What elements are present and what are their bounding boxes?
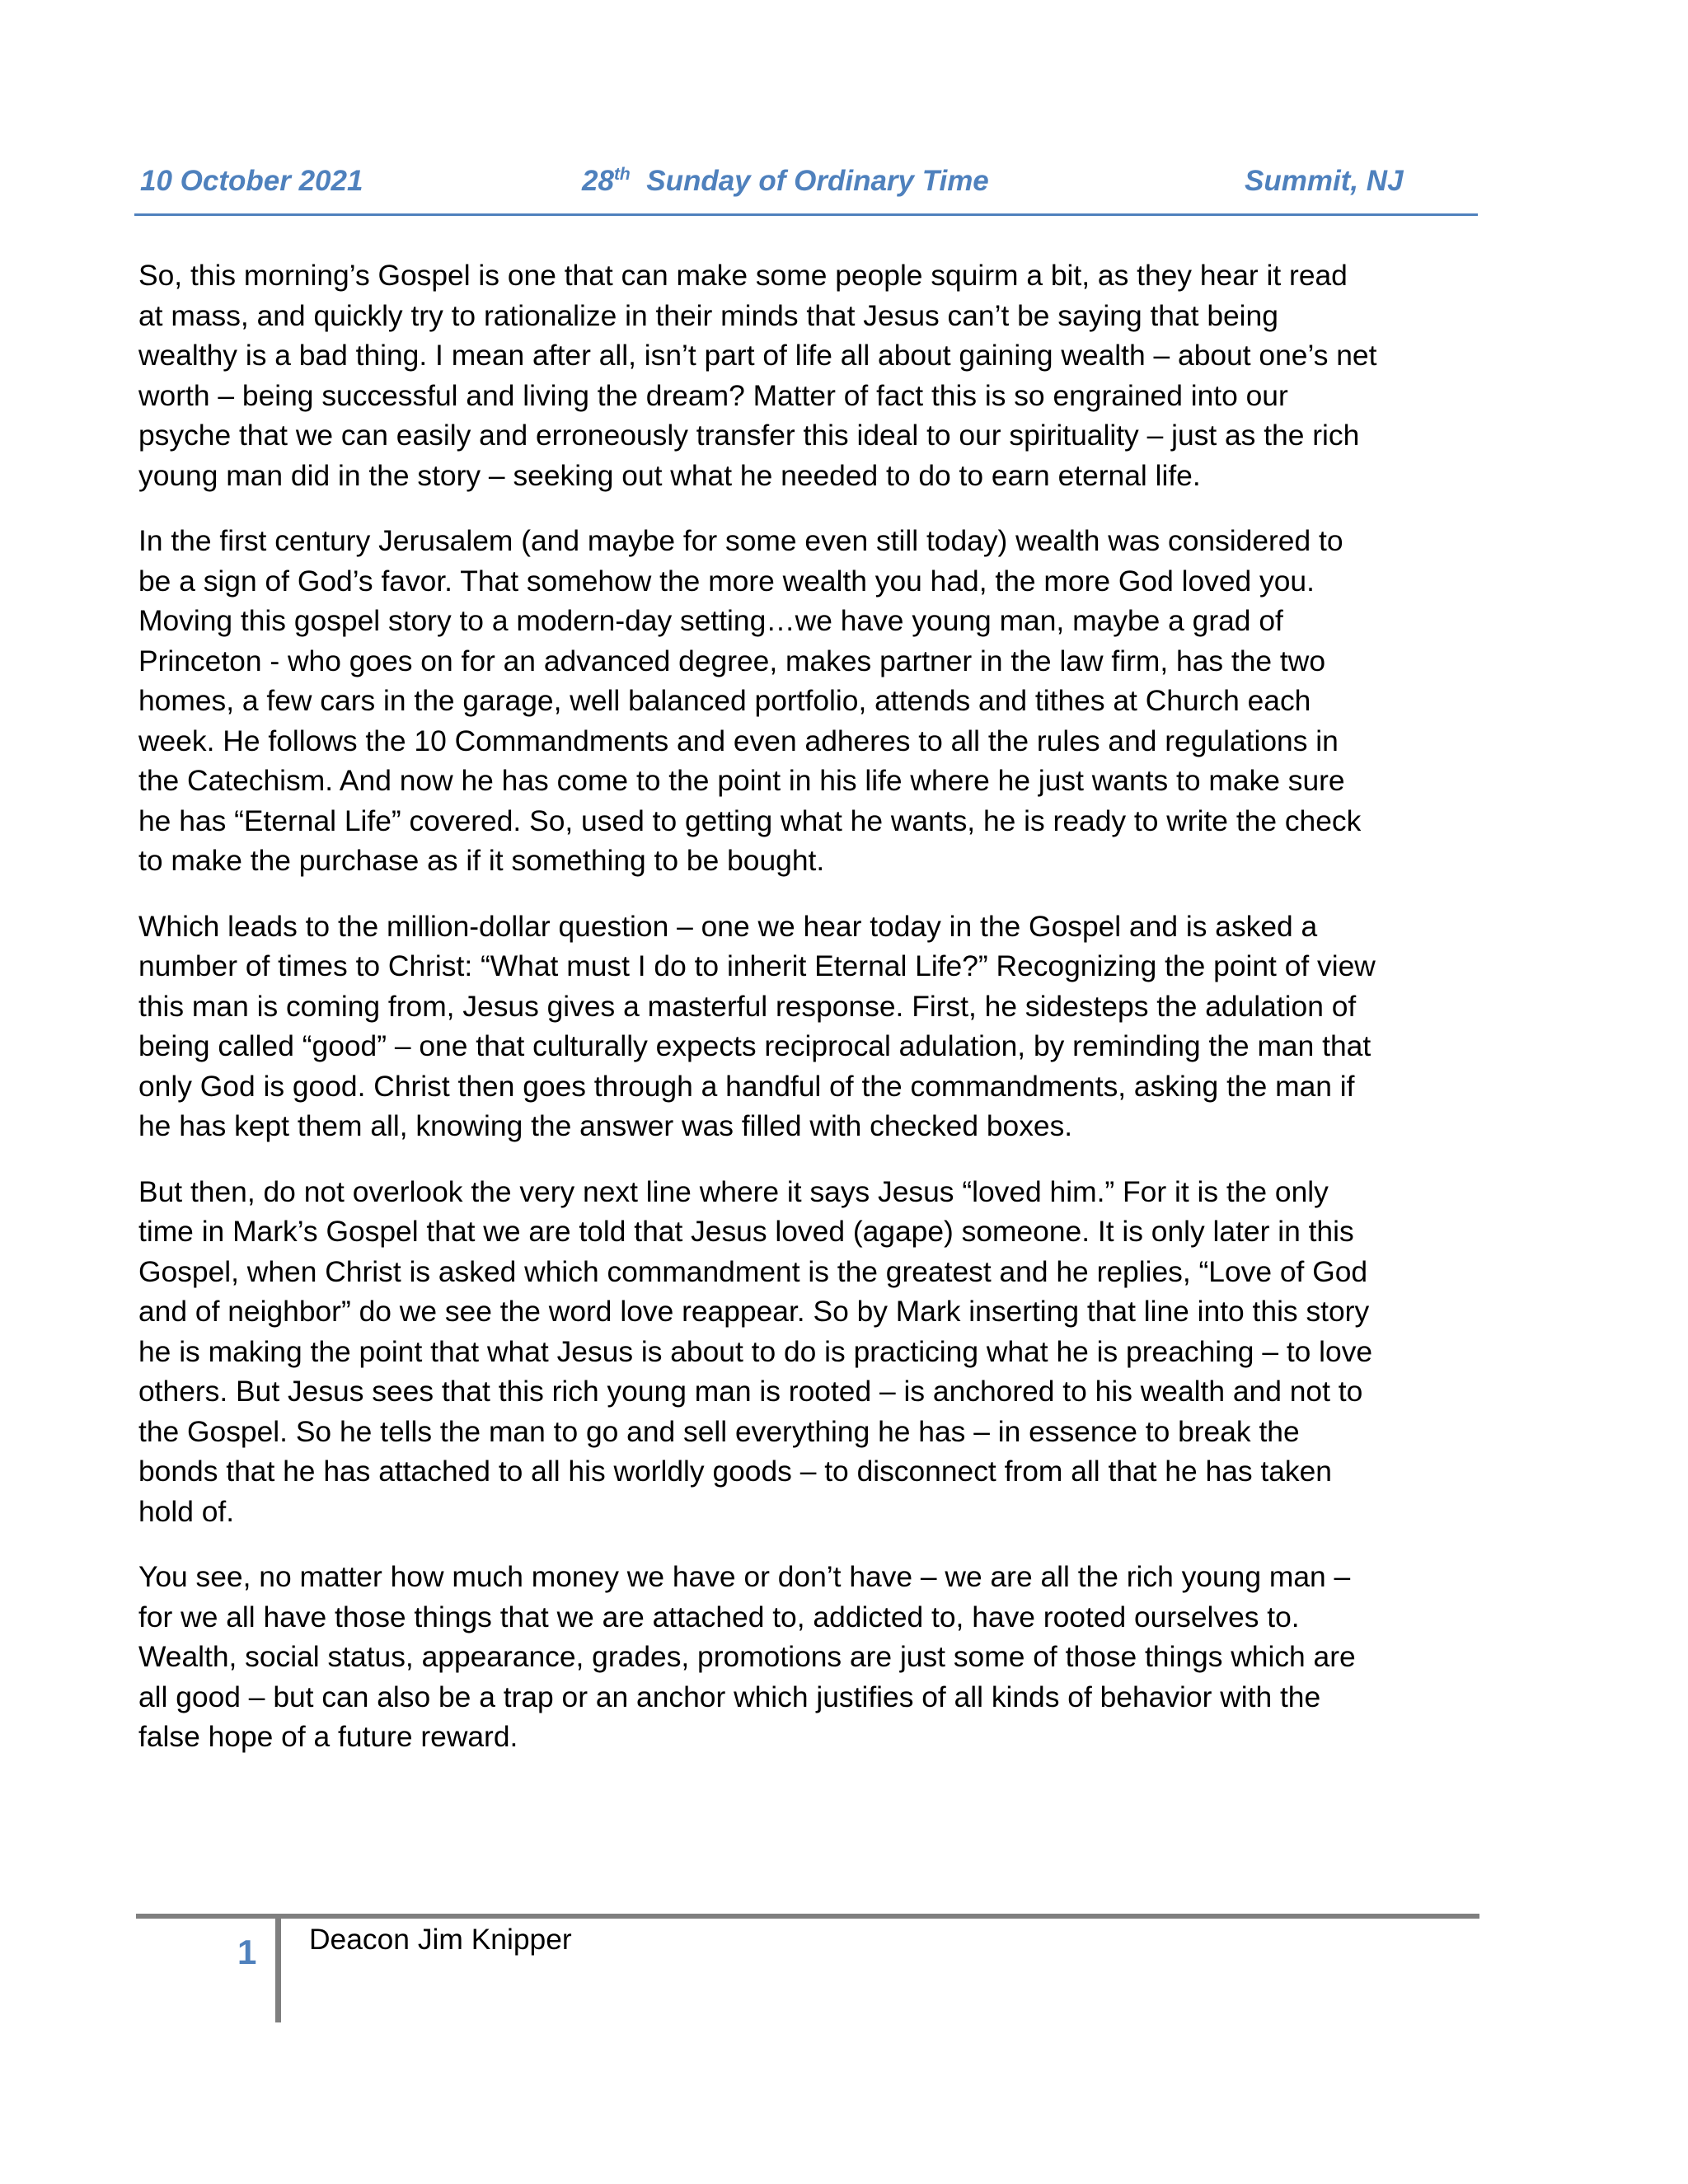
paragraph-line: psyche that we can easily and erroneously transfer this ideal to our spirituality – just as the rich (138, 419, 1360, 452)
paragraph-line: all good – but can also be a trap or an anchor which justifies of all kinds of behavior with the (138, 1680, 1321, 1713)
paragraph-line: bonds that he has attached to all his worldly goods – to disconnect from all that he has taken (138, 1455, 1332, 1488)
paragraph-line: Gospel, when Christ is asked which commandment is the greatest and he replies, “Love of God (138, 1254, 1368, 1288)
footer-rule (136, 1914, 1479, 1919)
paragraph-line: be a sign of God’s favor. That somehow the more wealth you had, the more God loved you. (138, 564, 1315, 598)
page-header (134, 165, 1478, 203)
header-place: Summit, NJ (1245, 165, 1404, 197)
paragraph (138, 255, 1482, 495)
paragraph-line: number of times to Christ: “What must I do to inherit Eternal Life?” Recognizing the point of view (138, 949, 1376, 982)
paragraph-line: the Catechism. And now he has come to the point in his life where he just wants to make sure (138, 764, 1345, 797)
header-rule (134, 213, 1478, 216)
footer-author: Deacon Jim Knipper (309, 1923, 572, 1956)
paragraph-line: In the first century Jerusalem (and maybe for some even still today) wealth was considered to (138, 524, 1343, 557)
paragraph-line: at mass, and quickly try to rationalize in their minds that Jesus can’t be saying that being (138, 298, 1278, 332)
paragraph-line: young man did in the story – seeking out what he needed to do to earn eternal life. (138, 458, 1201, 492)
paragraph-line: only God is good. Christ then goes through a handful of the commandments, asking the man if (138, 1069, 1355, 1103)
paragraph-line: hold of. (138, 1494, 235, 1528)
paragraph (138, 1172, 1482, 1532)
paragraph-line: others. But Jesus sees that this rich young man is rooted – is anchored to his wealth and not to (138, 1375, 1363, 1408)
homily-body (138, 255, 1482, 1783)
paragraph-line: being called “good” – one that culturally expects reciprocal adulation, by reminding the man that (138, 1029, 1372, 1062)
paragraph-line: Princeton - who goes on for an advanced degree, makes partner in the law firm, has the two (138, 644, 1326, 677)
paragraph-line: this man is coming from, Jesus gives a masterful response. First, he sidesteps the adulation of (138, 989, 1357, 1023)
paragraph-line: Moving this gospel story to a modern-day setting…we have young man, maybe a grad of (138, 604, 1283, 637)
header-title-number: 28 (582, 165, 614, 197)
paragraph-line: he has kept them all, knowing the answer was filled with checked boxes. (138, 1109, 1073, 1142)
page-number: 1 (237, 1933, 257, 1971)
paragraph-line: wealthy is a bad thing. I mean after all, isn’t part of life all about gaining wealth – about one’s net (138, 339, 1377, 372)
paragraph (138, 907, 1482, 1146)
paragraph-line: You see, no matter how much money we have or don’t have – we are all the rich young man – (138, 1560, 1351, 1593)
paragraph-line: But then, do not overlook the very next line where it says Jesus “loved him.” For it is the only (138, 1174, 1329, 1208)
paragraph-line: So, this morning’s Gospel is one that can make some people squirm a bit, as they hear it read (138, 259, 1348, 292)
footer-divider (275, 1914, 281, 2022)
paragraph-line: for we all have those things that we are attached to, addicted to, have rooted ourselves to. (138, 1600, 1300, 1633)
paragraph-line: he is making the point that what Jesus is about to do is practicing what he is preaching – to love (138, 1334, 1373, 1368)
paragraph-line: to make the purchase as if it something to be bought. (138, 844, 825, 877)
paragraph-line: week. He follows the 10 Commandments and even adheres to all the rules and regulations in (138, 724, 1339, 757)
header-title-ordinal: th (613, 165, 631, 184)
paragraph-line: homes, a few cars in the garage, well balanced portfolio, attends and tithes at Church each (138, 684, 1311, 717)
paragraph-line: he has “Eternal Life” covered. So, used to getting what he wants, he is ready to write the check (138, 804, 1362, 837)
header-title (582, 165, 989, 198)
header-title-text: Sunday of Ordinary Time (646, 165, 989, 197)
paragraph-line: Which leads to the million-dollar question – one we hear today in the Gospel and is asked a (138, 909, 1318, 943)
paragraph-line: and of neighbor” do we see the word love reappear. So by Mark inserting that line into this story (138, 1295, 1370, 1328)
paragraph (138, 1557, 1482, 1757)
paragraph-line: worth – being successful and living the dream? Matter of fact this is so engrained into our (138, 378, 1288, 412)
paragraph (138, 521, 1482, 881)
header-date: 10 October 2021 (140, 165, 363, 197)
paragraph-line: false hope of a future reward. (138, 1720, 518, 1753)
paragraph-line: time in Mark’s Gospel that we are told that Jesus loved (agape) someone. It is only later in this (138, 1215, 1354, 1248)
paragraph-line: Wealth, social status, appearance, grades, promotions are just some of those things which are (138, 1640, 1356, 1673)
paragraph-line: the Gospel. So he tells the man to go and sell everything he has – in essence to break the (138, 1414, 1300, 1448)
